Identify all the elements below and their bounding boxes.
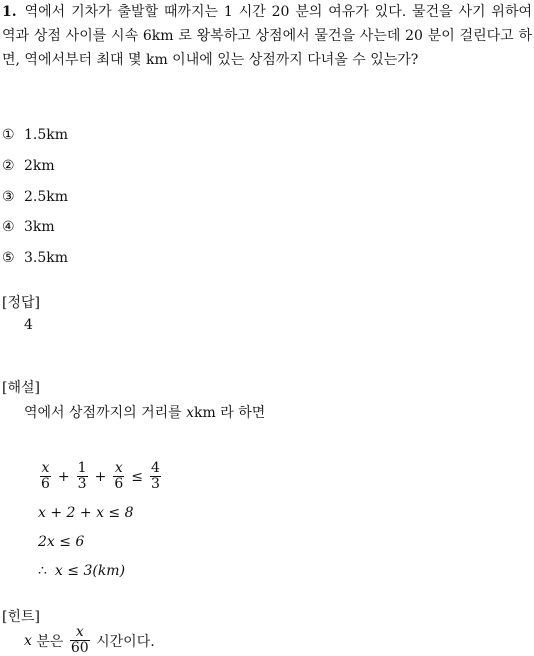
choice-4-text: 3km	[24, 219, 55, 235]
hint-text	[24, 625, 155, 656]
explanation-intro-var: x	[186, 405, 195, 421]
answer-label: [정답]	[2, 295, 40, 311]
choice-3-text: 2.5km	[24, 189, 69, 205]
eq1-term3-den: 6	[114, 476, 124, 492]
equation-2: x + 2 + x ≤ 8	[38, 505, 134, 521]
equation-1	[38, 461, 163, 492]
question-body: 역에서 기차가 출발할 때까지는 1 시간 20 분의 여유가 있다. 물건을 사기 위하여 역과 상점 사이를 시속 6km 로 왕복하고 상점에서 물건을 사는데 20 분이 걸린다고 하면, 역에서부터 최대 몇 km 이내에 있는 상점까지 다녀올 수 있는가?	[2, 4, 532, 68]
eq1-term3-fraction	[113, 461, 124, 492]
eq1-term2-fraction	[77, 461, 88, 492]
choice-4[interactable]	[2, 219, 55, 235]
eq1-leq: ≤	[131, 468, 143, 485]
hint-text-after: 시간이다.	[91, 633, 155, 650]
choice-1-text: 1.5km	[24, 127, 69, 143]
choice-5[interactable]	[2, 250, 68, 266]
choice-3-number: ③	[2, 189, 15, 205]
eq1-rhs-num: 4	[150, 460, 160, 476]
equation-3: 2x ≤ 6	[38, 534, 85, 550]
choice-2-text: 2km	[24, 158, 55, 174]
therefore-symbol: ∴	[38, 563, 47, 579]
choice-2[interactable]	[2, 158, 55, 174]
eq1-term3-num: x	[114, 460, 123, 476]
hint-frac-num: x	[75, 624, 84, 640]
eq1-rhs-den: 3	[150, 476, 160, 492]
question-text-block	[2, 0, 532, 72]
equation-4-text: x ≤ 3(km)	[54, 563, 126, 579]
choice-5-number: ⑤	[2, 250, 15, 266]
explanation-intro-after: km 라 하면	[194, 405, 266, 421]
hint-frac-den: 60	[70, 640, 89, 656]
hint-label: [힌트]	[2, 609, 40, 625]
eq1-plus-1: +	[57, 468, 70, 485]
choice-4-number: ④	[2, 219, 15, 235]
choice-3[interactable]	[2, 189, 68, 205]
eq1-term1-num: x	[41, 460, 50, 476]
choice-5-text: 3.5km	[24, 250, 69, 266]
explanation-intro	[24, 402, 265, 422]
hint-fraction	[70, 625, 90, 656]
eq1-term1-fraction	[40, 461, 51, 492]
eq1-rhs-fraction	[150, 461, 161, 492]
question-number: 1.	[2, 4, 17, 20]
eq1-term1-den: 6	[41, 476, 50, 492]
eq1-term2-num: 1	[77, 460, 87, 476]
equation-4	[38, 563, 125, 579]
explanation-intro-before: 역에서 상점까지의 거리를	[24, 405, 187, 421]
answer-value: 4	[24, 317, 33, 333]
eq1-plus-2: +	[94, 468, 107, 485]
explanation-label: [해설]	[2, 380, 40, 396]
hint-text-before: 분은	[31, 633, 68, 650]
eq1-term2-den: 3	[77, 476, 87, 492]
choice-1-number: ①	[2, 127, 15, 143]
choice-1[interactable]	[2, 127, 68, 143]
choice-2-number: ②	[2, 158, 15, 174]
hint-var: x	[24, 632, 32, 649]
